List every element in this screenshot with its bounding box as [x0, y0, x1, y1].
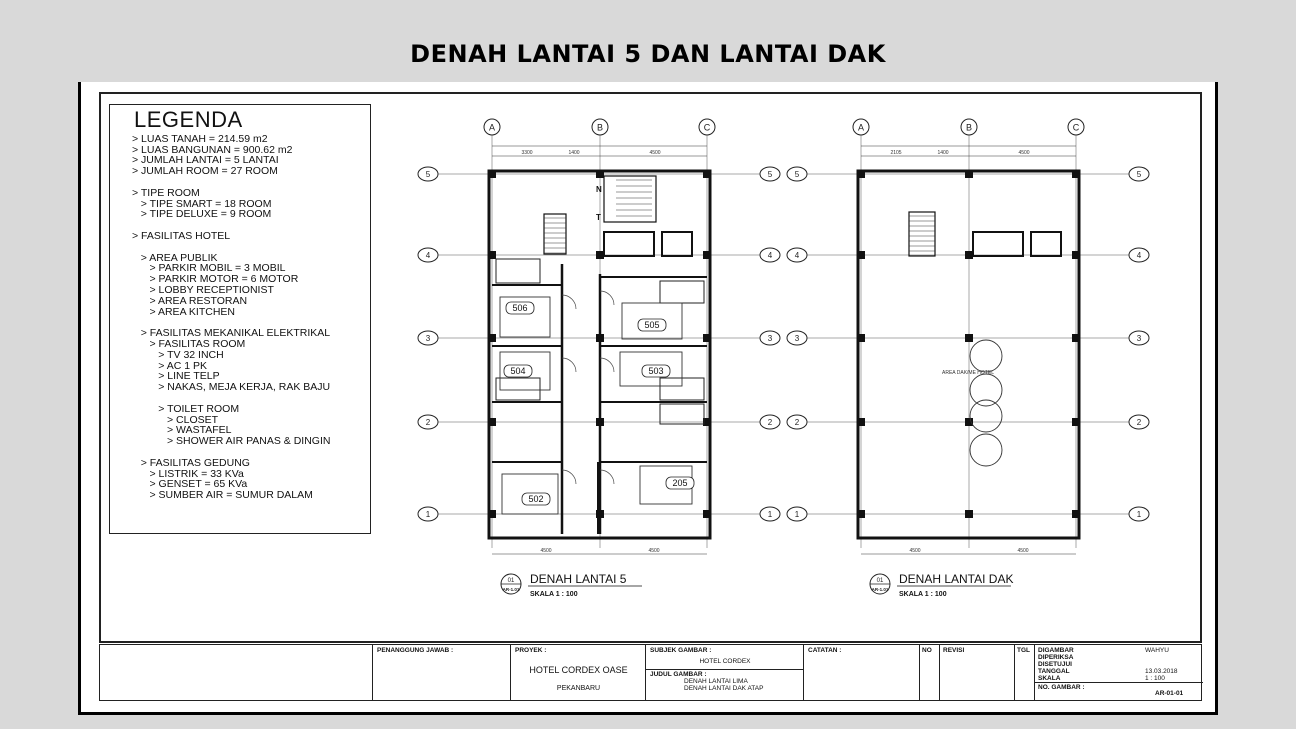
- plan-scale: SKALA 1 : 100: [899, 591, 947, 598]
- grid-row-label: 2: [767, 418, 773, 427]
- grid-row-label: 1: [794, 510, 800, 519]
- grid-row-label: 2: [1136, 418, 1142, 427]
- floor-plans: [81, 82, 1221, 642]
- page-title: DENAH LANTAI 5 DAN LANTAI DAK: [410, 40, 886, 68]
- tb-disetujui-label: DISETUJUI: [1038, 661, 1072, 668]
- structural-column: [857, 418, 865, 426]
- tb-catatan: [803, 645, 919, 700]
- tb-tanggal-label: TANGGAL: [1038, 668, 1070, 675]
- grid-row-label: 5: [425, 170, 431, 179]
- tb-subjek-value: HOTEL CORDEX: [699, 658, 751, 665]
- legend-line: > WASTAFEL: [132, 424, 232, 437]
- legend-line: > FASILITAS HOTEL: [132, 229, 231, 242]
- legend-line: > SUMBER AIR = SUMUR DALAM: [132, 489, 313, 502]
- structural-column: [965, 418, 973, 426]
- tb-no-gambar-label: NO. GAMBAR :: [1038, 684, 1085, 691]
- legend-line: > GENSET = 65 KVa: [132, 478, 248, 491]
- legend-heading: LEGENDA: [134, 107, 243, 132]
- plan-title: DENAH LANTAI DAK: [899, 572, 1014, 586]
- door-swing: [562, 470, 576, 484]
- structural-column: [1072, 170, 1080, 178]
- structural-column: [488, 170, 496, 178]
- room-number: 205: [672, 478, 688, 488]
- tb-diperiksa-label: DIPERIKSA: [1038, 654, 1074, 661]
- tb-judul-label: JUDUL GAMBAR :: [650, 671, 707, 678]
- grid-col-label: C: [1072, 122, 1080, 133]
- legend-line: > AREA KITCHEN: [132, 305, 235, 318]
- tb-subjek: [645, 645, 803, 700]
- dimension-label: 4500: [648, 548, 660, 554]
- legend-line: > FASILITAS GEDUNG: [132, 456, 250, 469]
- tb-no-gambar-value: AR-01-01: [1155, 690, 1184, 697]
- door-swing: [600, 358, 614, 372]
- grid-row-label: 3: [425, 334, 431, 343]
- grid-col-label: A: [857, 122, 865, 133]
- dimension-label: 4500: [909, 548, 921, 554]
- grid-row-label: 4: [794, 251, 800, 260]
- grid-row-label: 3: [767, 334, 773, 343]
- shaft: [662, 232, 692, 256]
- structural-column: [703, 170, 711, 178]
- legend-line: > LINE TELP: [132, 370, 220, 383]
- tb-penanggung: [372, 645, 510, 700]
- plan-title: DENAH LANTAI 5: [530, 572, 627, 586]
- structural-column: [1072, 334, 1080, 342]
- room-number: 503: [648, 366, 664, 376]
- structural-column: [488, 510, 496, 518]
- grid-col-label: B: [596, 122, 604, 133]
- door-swing: [600, 470, 614, 484]
- tb-skala-label: SKALA: [1038, 675, 1061, 682]
- structural-column: [703, 510, 711, 518]
- plan-ref-number: 01: [507, 578, 515, 584]
- shaft: [1031, 232, 1061, 256]
- grid-row-label: 5: [794, 170, 800, 179]
- lift-shaft: [604, 232, 654, 256]
- plan-ref-sheet: AR-1.01: [871, 587, 889, 592]
- main-stair: [604, 176, 656, 222]
- dimension-label: 2105: [890, 150, 902, 156]
- bathroom: [660, 404, 704, 424]
- grid-row-label: 2: [794, 418, 800, 427]
- drawing-sheet: [78, 82, 1218, 715]
- dimension-label: 1400: [937, 150, 949, 156]
- structural-column: [965, 510, 973, 518]
- grid-row-label: 2: [425, 418, 431, 427]
- plan-ref-number: 01: [876, 578, 884, 584]
- tb-judul-line1: DENAH LANTAI LIMA: [684, 678, 748, 685]
- structural-column: [703, 251, 711, 259]
- grid-row-label: 3: [794, 334, 800, 343]
- grid-row-label: 1: [1136, 510, 1142, 519]
- tb-judul-line2: DENAH LANTAI DAK ATAP: [684, 685, 764, 692]
- grid-col-label: A: [488, 122, 496, 133]
- structural-column: [488, 251, 496, 259]
- legend-line: > LUAS BANGUNAN = 900.62 m2: [132, 143, 293, 156]
- plan-lantai-dak: [787, 119, 1149, 598]
- structural-column: [857, 251, 865, 259]
- tb-proyek: [510, 645, 645, 700]
- water-tank: [970, 434, 1002, 466]
- stair-label: N: [596, 185, 602, 194]
- water-tank: [970, 400, 1002, 432]
- legend-line: > FASILITAS MEKANIKAL ELEKTRIKAL: [132, 327, 331, 340]
- tb-catatan-label: CATATAN :: [808, 647, 842, 654]
- tb-proyek-label: PROYEK :: [515, 647, 547, 654]
- structural-column: [1072, 418, 1080, 426]
- legend-line: > AREA PUBLIK: [132, 251, 218, 264]
- lift-shaft: [973, 232, 1023, 256]
- legend-line: > TIPE ROOM: [132, 186, 200, 199]
- dimension-label: 1400: [568, 150, 580, 156]
- dimension-label: 4500: [649, 150, 661, 156]
- tb-digambar-label: DIGAMBAR: [1038, 647, 1074, 654]
- structural-column: [857, 334, 865, 342]
- legend-line: > JUMLAH ROOM = 27 ROOM: [132, 165, 278, 178]
- room-number: 502: [528, 494, 544, 504]
- tb-revisi: [939, 645, 1014, 700]
- dimension-label: 4500: [1017, 548, 1029, 554]
- legend-line: > TIPE SMART = 18 ROOM: [132, 197, 272, 210]
- dimension-label: 4500: [1018, 150, 1030, 156]
- structural-column: [596, 251, 604, 259]
- tb-no: [919, 645, 939, 700]
- plan-scale: SKALA 1 : 100: [530, 591, 578, 598]
- tb-subjek-label: SUBJEK GAMBAR :: [650, 647, 712, 654]
- legend-line: > PARKIR MOTOR = 6 MOTOR: [132, 273, 299, 286]
- legend-line: > FASILITAS ROOM: [132, 337, 246, 350]
- stair: [909, 212, 935, 256]
- outer-wall: [858, 171, 1079, 538]
- plan-ref-sheet: AR-1.01: [502, 587, 520, 592]
- bathroom: [496, 378, 540, 400]
- area-label: AREA DAK/ME HOTEL: [942, 370, 994, 376]
- dimension-label: 4500: [540, 548, 552, 554]
- tb-digambar-value: WAHYU: [1145, 647, 1169, 654]
- tb-proyek-city: PEKANBARU: [556, 685, 601, 692]
- door-swing: [562, 295, 576, 309]
- structural-column: [965, 334, 973, 342]
- legend-line: > LOBBY RECEPTIONIST: [132, 283, 274, 296]
- bathroom: [496, 259, 540, 283]
- tb-skala-value: 1 : 100: [1145, 675, 1165, 682]
- legend-line: > AC 1 PK: [132, 359, 207, 372]
- water-tank: [970, 374, 1002, 406]
- water-tank: [970, 340, 1002, 372]
- legend-line: > NAKAS, MEJA KERJA, RAK BAJU: [132, 381, 331, 394]
- door-swing: [600, 291, 614, 305]
- dimension-label: 3300: [521, 150, 533, 156]
- structural-column: [1072, 510, 1080, 518]
- grid-row-label: 4: [1136, 251, 1142, 260]
- room-number: 504: [510, 366, 526, 376]
- legend-line: > JUMLAH LANTAI = 5 LANTAI: [132, 154, 279, 167]
- structural-column: [488, 418, 496, 426]
- structural-column: [857, 170, 865, 178]
- room-number: 506: [512, 303, 528, 313]
- grid-row-label: 1: [425, 510, 431, 519]
- title-block: [99, 644, 1202, 701]
- grid-row-label: 5: [1136, 170, 1142, 179]
- plan-lantai-5: [418, 119, 780, 598]
- structural-column: [965, 170, 973, 178]
- legend-line: > SHOWER AIR PANAS & DINGIN: [132, 435, 331, 448]
- structural-column: [857, 510, 865, 518]
- grid-row-label: 1: [767, 510, 773, 519]
- structural-column: [488, 334, 496, 342]
- legend-line: > LISTRIK = 33 KVa: [132, 467, 244, 480]
- legend-line: > CLOSET: [132, 413, 219, 426]
- grid-row-label: 4: [425, 251, 431, 260]
- grid-row-label: 5: [767, 170, 773, 179]
- tb-penanggung-label: PENANGGUNG JAWAB :: [377, 647, 454, 654]
- legend-line: > LUAS TANAH = 214.59 m2: [132, 132, 268, 145]
- legend-line: > AREA RESTORAN: [132, 294, 248, 307]
- structural-column: [965, 251, 973, 259]
- legend-line: > TV 32 INCH: [132, 348, 224, 361]
- structural-column: [596, 170, 604, 178]
- tb-no-label: NO: [922, 647, 932, 654]
- grid-row-label: 3: [1136, 334, 1142, 343]
- legend-line: > TOILET ROOM: [132, 402, 240, 415]
- grid-row-label: 4: [767, 251, 773, 260]
- bathroom: [660, 281, 704, 303]
- tb-tanggal-value: 13.03.2018: [1145, 668, 1178, 675]
- stair-label: T: [596, 213, 601, 222]
- tb-info: [1034, 645, 1202, 700]
- room-number: 505: [644, 320, 660, 330]
- structural-column: [1072, 251, 1080, 259]
- tb-tgl-label: TGL: [1017, 647, 1030, 654]
- grid-col-label: B: [965, 122, 973, 133]
- tb-proyek-name: HOTEL CORDEX OASE: [529, 665, 628, 675]
- grid-col-label: C: [703, 122, 711, 133]
- legend-line: > TIPE DELUXE = 9 ROOM: [132, 208, 272, 221]
- tb-tgl: [1014, 645, 1034, 700]
- door-swing: [562, 358, 576, 372]
- tb-revisi-label: REVISI: [943, 647, 965, 654]
- legend-line: > PARKIR MOBIL = 3 MOBIL: [132, 262, 286, 275]
- structural-column: [703, 334, 711, 342]
